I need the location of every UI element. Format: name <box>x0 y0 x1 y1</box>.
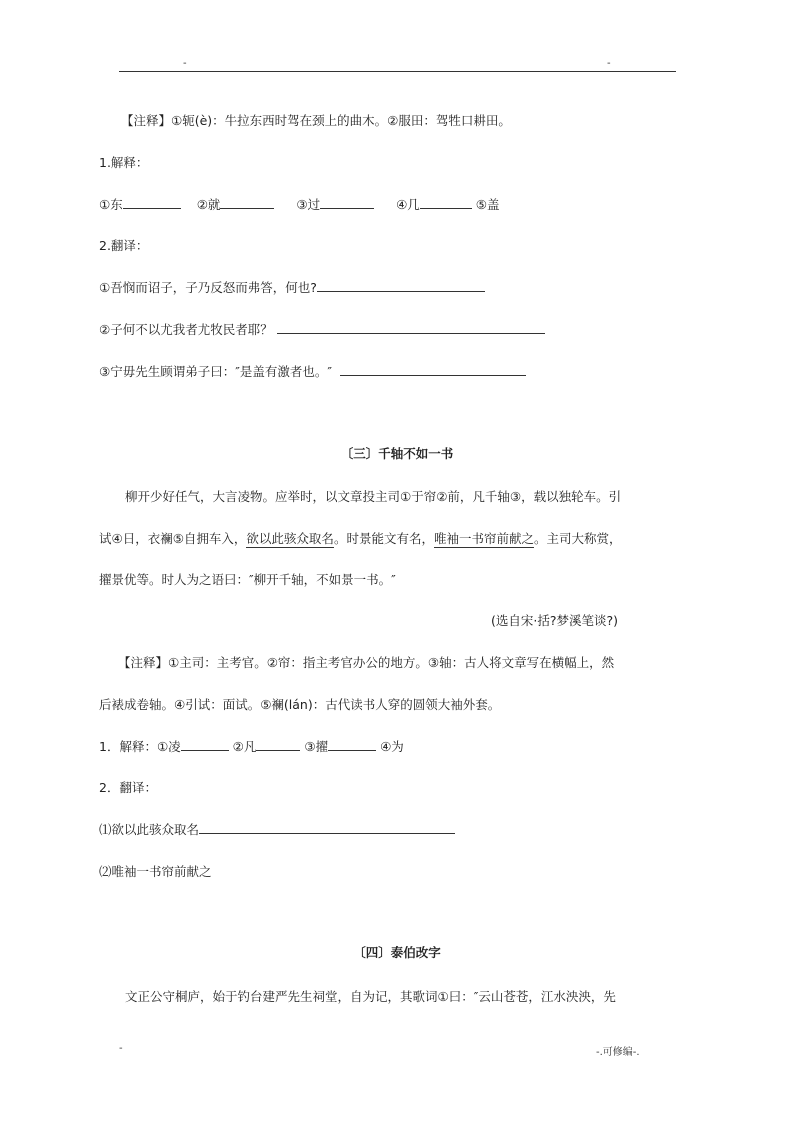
header-right-mark: - <box>607 58 611 69</box>
section3-q1-item-1: ①凌 <box>156 739 181 754</box>
blank-line <box>123 196 181 209</box>
blank-line <box>256 738 300 751</box>
footer-left-mark: - <box>119 1043 123 1054</box>
section4-title: 〔四〕泰伯改字 <box>353 945 441 960</box>
section3-paragraph-line-2 <box>99 529 621 547</box>
blank-line <box>199 821 455 834</box>
blank-line <box>181 738 229 751</box>
header-rule <box>119 71 676 72</box>
underlined-phrase-1: 欲以此骇众取名 <box>246 531 334 546</box>
text-span: 。时景能文有名， <box>333 531 434 546</box>
q2-item-1: ①吾悯而诏子，子乃反怒而弗答，何也? <box>99 280 317 295</box>
q2-item-1-row <box>99 278 485 296</box>
q2-item-3-row <box>99 362 526 380</box>
section3-q1-item-2: ②凡 <box>232 739 257 754</box>
q2-item-2-row <box>99 320 545 338</box>
blank-line <box>317 279 485 292</box>
blank-line <box>320 196 374 209</box>
q1-item-1: ①东 <box>99 197 123 212</box>
q1-item-2: ②就 <box>196 197 221 212</box>
section3-q1-label: 1．解释： <box>99 739 157 754</box>
q1-label: 1.解释： <box>99 155 149 170</box>
q1-items-row <box>99 195 499 213</box>
q1-item-5: ⑤盖 <box>475 197 500 212</box>
header-left-mark: - <box>183 58 187 69</box>
section3-title: 〔三〕千轴不如一书 <box>340 446 454 461</box>
q1-item-3: ③过 <box>296 197 321 212</box>
section3-paragraph-line-3: 擢景优等。时人为之语曰：″柳开千轴，不如景一书。″ <box>99 572 396 587</box>
q1-item-4: ④几 <box>396 197 420 212</box>
blank-line <box>420 196 472 209</box>
section3-q2-item-1-row <box>99 820 455 838</box>
blank-line <box>220 196 274 209</box>
blank-line <box>340 363 526 376</box>
blank-line <box>328 738 376 751</box>
section4-paragraph-line-1: 文正公守桐庐，始于钓台建严先生祠堂，自为记，其歌词①曰：″云山苍苍，江水泱泱，先 <box>125 989 616 1004</box>
text-span: 试④日，衣襕⑤自拥车入， <box>99 531 247 546</box>
blank-line <box>277 321 545 334</box>
underlined-phrase-2: 唯袖一书帘前献之 <box>433 531 534 546</box>
section3-q1-item-3: ③擢 <box>304 739 329 754</box>
section3-q1-row <box>99 737 404 755</box>
section3-note-line-1: 【注释】①主司：主考官。②帘：指主考官办公的地方。③轴：古人将文章写在横幅上，然 <box>118 655 615 670</box>
q2-item-3: ③宁毋先生顾谓弟子曰：″是盖有激者也。″ <box>99 364 333 379</box>
section3-note-line-2: 后裱成卷轴。④引试：面试。⑤襕(lán)：古代读书人穿的圆领大袖外套。 <box>99 697 501 712</box>
section3-q1-item-4: ④为 <box>380 739 404 754</box>
section3-paragraph-line-1: 柳开少好任气，大言凌物。应举时，以文章投主司①于帘②前，凡千轴③，载以独轮车。引 <box>125 489 622 504</box>
q2-label: 2.翻译： <box>99 238 149 253</box>
section3-q2-item-2: ⑵唯袖一书帘前献之 <box>99 864 212 879</box>
text-span: 。主司大称赏， <box>533 531 622 546</box>
section3-source: (选自宋·括?梦溪笔谈?) <box>491 613 618 628</box>
q2-item-2: ②子何不以尤我者尤牧民者耶？ <box>99 322 273 337</box>
footer-right-text: -.可修编-. <box>596 1047 640 1058</box>
section3-q2-label: 2．翻译： <box>99 780 157 795</box>
note-1: 【注释】①轭(è)：牛拉东西时驾在颈上的曲木。②服田：驾牲口耕田。 <box>121 113 511 128</box>
section3-q2-item-1: ⑴欲以此骇众取名 <box>99 822 200 837</box>
